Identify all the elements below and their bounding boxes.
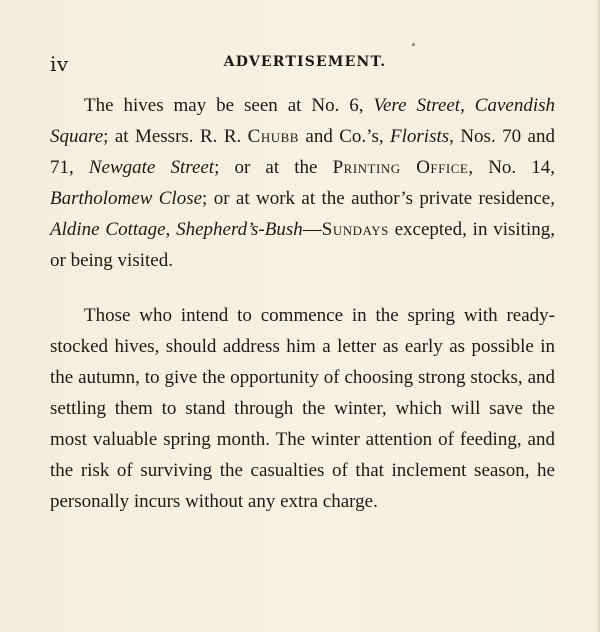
word-florists: Florists — [390, 126, 450, 147]
text-span: ; at Messrs. R. R. — [103, 126, 248, 147]
running-head: ADVERTISEMENT. — [223, 54, 387, 70]
address-vere-street: Vere Street, Cavendish Square — [50, 95, 555, 147]
address-bartholomew-close: Bartholomew Close — [50, 188, 203, 209]
word-sundays: Sundays — [321, 219, 389, 240]
text-span: and Co.’s, — [298, 126, 391, 147]
printing-office: Printing Office — [332, 157, 469, 178]
text-span: , Nos. 70 and 71, — [50, 126, 555, 178]
text-span: , No. 14, — [468, 157, 556, 178]
text-span: The hives may be seen at No. 6, — [84, 95, 374, 116]
address-newgate-street: Newgate Street — [88, 157, 215, 178]
text-span: — — [302, 219, 322, 240]
address-aldine-cottage: Aldine Cottage, Shepherd’s-Bush — [50, 219, 303, 240]
page-number: iv — [50, 52, 69, 76]
text-span: excepted, in visiting, or being visited. — [50, 219, 555, 271]
text-span: ; or at work at the author’s private residence, — [202, 188, 555, 209]
name-chubb: Chubb — [247, 126, 299, 147]
page-header — [50, 52, 560, 76]
paragraph-ordering: Those who intend to commence in the spring with ready-stocked hives, should address him a letter as early as possible in the autumn, to give the opportunity of choosing strong stocks, and settling them to stand through the winter, which will save the most valuable spring month. The winter attention of feeding, and the risk of surviving the casualties of that inclement season, he personally incurs without any extra charge. — [50, 305, 555, 512]
ink-speck — [412, 43, 415, 46]
body-text — [50, 90, 555, 517]
text-span: ; or at the — [214, 157, 333, 178]
paragraph-locations — [50, 90, 555, 276]
